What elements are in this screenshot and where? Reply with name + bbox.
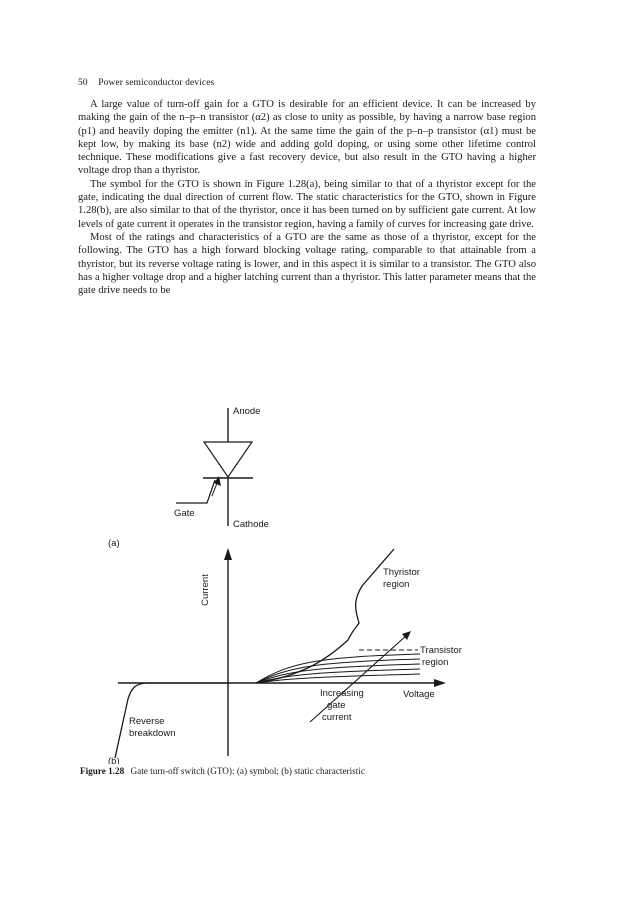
page-number: 50	[78, 78, 88, 88]
transistor-region-label-2: region	[422, 657, 449, 668]
gate-drive-label-3: current	[322, 712, 352, 723]
gate-lead	[176, 480, 215, 503]
reverse-label-2: breakdown	[129, 728, 176, 739]
thyristor-region-label-2: region	[383, 579, 410, 590]
thyristor-curve	[256, 549, 394, 683]
y-axis-arrowhead	[224, 548, 232, 560]
gate-drive-label-1: Increasing	[320, 688, 364, 699]
thyristor-triangle	[204, 442, 252, 477]
x-axis-label: Voltage	[403, 689, 435, 700]
x-axis-arrowhead	[434, 679, 446, 687]
paragraph-3: Most of the ratings and characteristics of a GTO are the same as those of a thyristor, except for the following. The GTO has a high forward blocking voltage rating, comparable to that attainable from a thyristor, but its reverse voltage rating is lower, and in this aspect it is similar to a transistor. The GTO also has a higher voltage drop and a higher latching current than a thyristor. This latter parameter means that the gate drive needs to be	[78, 231, 536, 297]
gate-label: Gate	[174, 508, 195, 519]
page-header	[78, 78, 214, 88]
reverse-label-1: Reverse	[129, 716, 165, 727]
figure-caption	[80, 766, 550, 776]
panel-label-a: (a)	[108, 538, 120, 549]
thyristor-region-label-1: Thyristor	[383, 567, 420, 578]
paragraph-1: A large value of turn-off gain for a GTO is desirable for an efficient device. It can be increased by making the gain of the n–p–n transistor (α2) as close to unity as possible, by having a narrow base region (p1) and heavily doping the emitter (n1). At the same time the gain of the p–n–p transistor (α1) must be kept low, by making its base (n2) wide and adding gold doping, or using some other lifetime control technique. These modifications give a fast recovery device, but also result in the GTO having a higher voltage drop than a thyristor.	[78, 99, 536, 177]
paragraph-2: The symbol for the GTO is shown in Figure 1.28(a), being similar to that of a thyristor except for the gate, indicating the dual direction of current flow. The static characteristics for the GTO, shown in Figure 1.28(b), are also similar to that of the thyristor, once it has been turned on by sufficient gate current. At low levels of gate current it operates in the transistor region, having a family of curves for increasing gate drive.	[78, 178, 536, 230]
running-title: Power semiconductor devices	[98, 78, 215, 88]
gate-current-arrow	[310, 635, 407, 722]
transistor-curve-5	[256, 654, 420, 683]
gate-drive-label-2: gate	[327, 700, 346, 711]
panel-label-b: (b)	[108, 756, 120, 764]
body-text	[78, 98, 536, 297]
figure-1-28	[100, 402, 520, 769]
figure-drawing	[100, 402, 520, 764]
transistor-region-label-1: Transistor	[420, 645, 462, 656]
y-axis-label: Current	[200, 574, 211, 606]
caption-text: Gate turn-off switch (GTO): (a) symbol; (b) static characteristic	[130, 766, 365, 776]
caption-label: Figure 1.28	[80, 766, 125, 776]
cathode-label: Cathode	[233, 519, 269, 530]
anode-label: Anode	[233, 406, 261, 417]
